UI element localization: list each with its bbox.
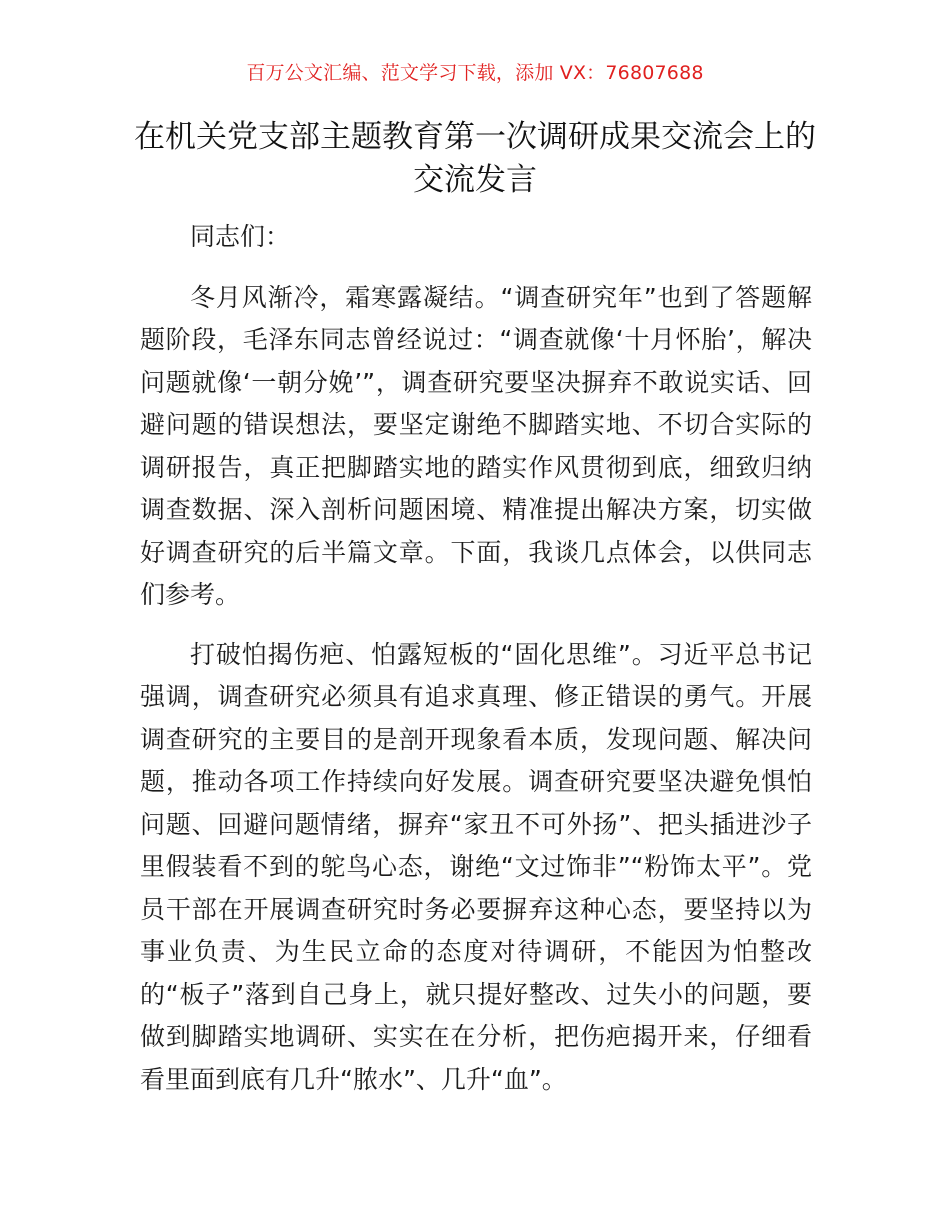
paragraph-point-one: 打破怕揭伤疤、怕露短板的“固化思维”。习近平总书记强调，调查研究必须具有追求真理、修正错误的勇气。开展调查研究的主要目的是剖开现象看本质，发现问题、解决问题，推动各项工作持续向好发展。调查研究要坚决避免惧怕问题、回避问题情绪，摒弃“家丑不可外扬”、把头插进沙子里假装看不到的鸵鸟心态，谢绝“文过饰非”“粉饰太平”。党员干部在开展调查研究时务必要摒弃这种心态，要坚持以为事业负责、为生民立命的态度对待调研，不能因为怕整改的“板子”落到自己身上，就只提好整改、过失小的问题，要做到脚踏实地调研、实实在在分析，把伤疤揭开来，仔细看看里面到底有几升“脓水”、几升“血”。: [140, 639, 812, 1094]
promo-header-text: 百万公文汇编、范文学习下载，添加 VX：76807688: [246, 62, 704, 84]
paragraph-intro: 冬月风渐冷，霜寒露凝结。“调查研究年”也到了答题解题阶段，毛泽东同志曾经说过：“调查就像‘十月怀胎’，解决问题就像‘一朝分娩’”，调查研究要坚决摒弃不敢说实话、回避问题的错误想法，要坚定谢绝不脚踏实地、不切合实际的调研报告，真正把脚踏实地的踏实作风贯彻到底，细致归纳调查数据、深入剖析问题困境、精准提出解决方案，切实做好调查研究的后半篇文章。下面，我谈几点体会，以供同志们参考。: [140, 282, 812, 609]
salutation: 同志们：: [190, 222, 291, 251]
document-body: [140, 216, 812, 1118]
document-title: 在机关党支部主题教育第一次调研成果交流会上的交流发言: [134, 119, 816, 198]
